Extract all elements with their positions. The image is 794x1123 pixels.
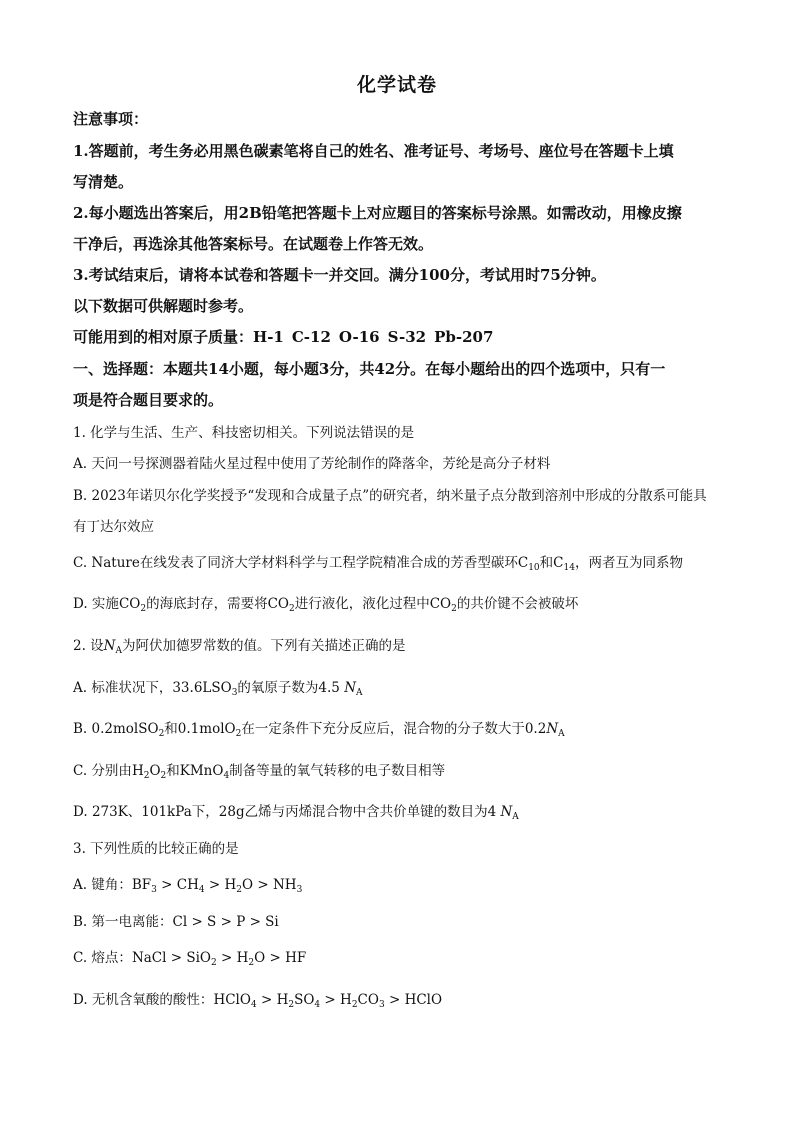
atomic-mass: O-16 [338, 328, 380, 346]
atomic-mass-label: 可能用到的相对原子质量： [73, 328, 254, 346]
question-2-option-d: D. 273K、101kPa下，28g乙烯与丙烯混合物中含共价单键的数目为4 $N_A$ [73, 804, 519, 822]
question-3-option-c: C. 熔点：NaCl > $SiO_2 > H_2O$ > HF [73, 950, 307, 968]
question-2-option-b: B. 0.2molSO$_2$和0.1molO$_2$在一定条件下充分反应后，混合物的分子数大于$0.2N_A$ [73, 721, 565, 739]
notice-item-1b: 写清楚。 [73, 173, 134, 191]
question-1-option-b: B. 2023年诺贝尔化学奖授予“发现和合成量子点”的研究者，纳米量子点分散到溶剂中形成的分散系可能具 [73, 488, 707, 504]
question-3-option-d: D. 无机含氧酸的酸性：HClO$_4$ > $H_2SO_4 > H_2CO_3$ > HClO [73, 992, 443, 1010]
atomic-mass: C-12 [291, 328, 331, 346]
section-heading-a: 一、选择题：本题共14小题，每小题3分，共42分。在每小题给出的四个选项中，只有一 [73, 360, 666, 378]
notice-item-1a: 1.答题前，考生务必用黑色碳素笔将自己的姓名、准考证号、考场号、座位号在答题卡上填 [73, 142, 674, 160]
atomic-masses [73, 326, 734, 347]
question-1-option-d: D. 实施$CO_2$的海底封存，需要将$CO_2$进行液化，液化过程中$CO_2$的共价键不会被破坏 [73, 596, 579, 614]
question-2-option-a: A. 标准状况下，$33.6LSO_3$的氧原子数为4.5 $N_A$ [73, 680, 363, 698]
question-2-stem: 2. 设$N_A$为阿伏加德罗常数的值。下列有关描述正确的是 [73, 638, 406, 656]
question-2-option-c: C. 分别由$H_2O_2$和KMnO$_4$制备等量的氧气转移的电子数目相等 [73, 763, 446, 781]
atomic-mass: H-1 [253, 328, 284, 346]
question-3-stem: 3. 下列性质的比较正确的是 [73, 841, 239, 857]
notice-heading: 注意事项： [73, 110, 149, 128]
question-1-option-a: A. 天问一号探测器着陆火星过程中使用了芳纶制作的降落伞，芳纶是高分子材料 [73, 456, 551, 472]
notice-item-3: 3.考试结束后，请将本试卷和答题卡一并交回。满分100分，考试用时75分钟。 [73, 266, 606, 284]
atomic-mass: Pb-207 [434, 328, 494, 346]
question-3-option-b: B. 第一电离能：Cl > S > P > Si [73, 914, 279, 930]
data-reference: 以下数据可供解题时参考。 [73, 297, 254, 315]
notice-item-2b: 干净后，再选涂其他答案标号。在试题卷上作答无效。 [73, 235, 434, 253]
question-1-option-b-cont: 有丁达尔效应 [73, 519, 154, 535]
question-3-option-a: A. 键角：$BF_3 > CH_4 > H_2O > NH_3$ [73, 877, 303, 895]
atomic-mass: S-32 [387, 328, 427, 346]
notice-item-2a: 2.每小题选出答案后，用2B铅笔把答题卡上对应题目的答案标号涂黑。如需改动，用橡皮擦 [73, 204, 682, 222]
question-1-option-c: C. Nature在线发表了同济大学材料科学与工程学院精准合成的芳香型碳环$C_{10}$和$C_{14}$，两者互为同系物 [73, 555, 683, 573]
page-title: 化学试卷 [356, 74, 437, 96]
section-heading-b: 项是符合题目要求的。 [73, 391, 224, 409]
question-1-stem: 1. 化学与生活、生产、科技密切相关。下列说法错误的是 [73, 425, 415, 441]
